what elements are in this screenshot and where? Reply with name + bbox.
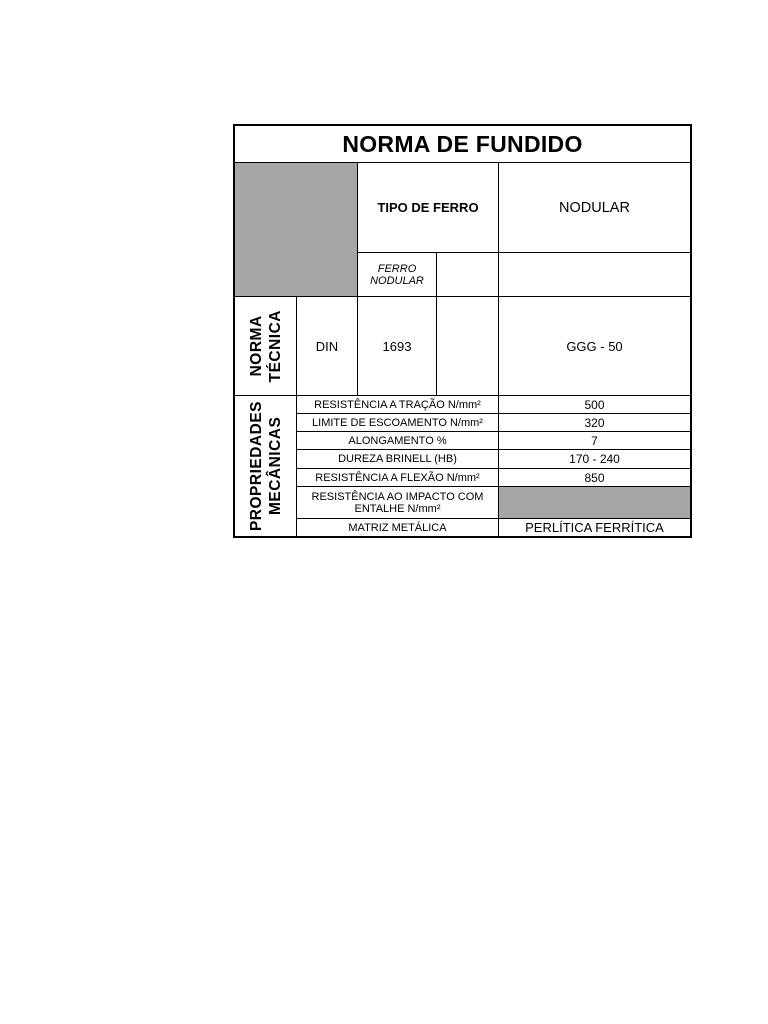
grid-line (235, 395, 690, 396)
norma-tecnica-label (235, 297, 296, 395)
prop-label-matriz: MATRIZ METÁLICA (348, 521, 447, 534)
ferro-nodular-line-1: FERRO (377, 262, 417, 275)
grid-line (296, 449, 690, 450)
grid-line (357, 163, 358, 395)
prop-label-escoamento: LIMITE DE ESCOAMENTO N/mm² (312, 416, 483, 429)
norma-grade: GGG - 50 (566, 338, 623, 354)
table-title: NORMA DE FUNDIDO (342, 130, 583, 157)
grid-line (296, 486, 690, 487)
prop-value-alongamento: 7 (591, 433, 598, 448)
norma-de-fundido-table (233, 124, 692, 538)
propriedades-line-1: PROPRIEDADES (247, 400, 265, 532)
tipo-de-ferro-label: TIPO DE FERRO (377, 200, 479, 215)
grid-line (235, 296, 690, 297)
grid-line (498, 163, 499, 536)
grid-line (235, 162, 690, 163)
prop-label-impacto: RESISTÊNCIA AO IMPACTO COM ENTALHE N/mm² (311, 490, 484, 515)
grid-line (296, 297, 297, 536)
ferro-nodular-label (358, 253, 436, 296)
grid-line (296, 518, 690, 519)
norma-standard: DIN (315, 338, 339, 354)
grid-line (296, 431, 690, 432)
prop-value-impacto (499, 487, 690, 518)
norma-number: 1693 (382, 338, 412, 354)
grid-line (358, 252, 690, 253)
tipo-de-ferro-value: NODULAR (559, 199, 630, 216)
prop-value-escoamento: 320 (584, 415, 605, 430)
prop-label-tracao: RESISTÊNCIA A TRAÇÃO N/mm² (314, 398, 481, 411)
prop-value-tracao: 500 (584, 397, 605, 412)
norma-tecnica-line-1: NORMA (247, 315, 265, 377)
ferro-nodular-line-2: NODULAR (370, 274, 424, 287)
norma-tecnica-line-2: TÉCNICA (266, 309, 284, 383)
prop-value-matriz: PERLÍTICA FERRÍTICA (525, 520, 664, 535)
prop-label-flexao: RESISTÊNCIA A FLEXÃO N/mm² (315, 471, 480, 484)
prop-value-flexao: 850 (584, 470, 605, 485)
grid-line (436, 253, 437, 395)
prop-value-dureza: 170 - 240 (569, 452, 620, 466)
prop-label-alongamento: ALONGAMENTO % (348, 434, 447, 447)
propriedades-mecanicas-label (235, 396, 296, 536)
grid-line (296, 468, 690, 469)
prop-label-dureza: DUREZA BRINELL (HB) (338, 453, 457, 465)
gray-corner-block (235, 163, 357, 296)
grid-line (296, 413, 690, 414)
propriedades-line-2: MECÂNICAS (266, 416, 284, 516)
